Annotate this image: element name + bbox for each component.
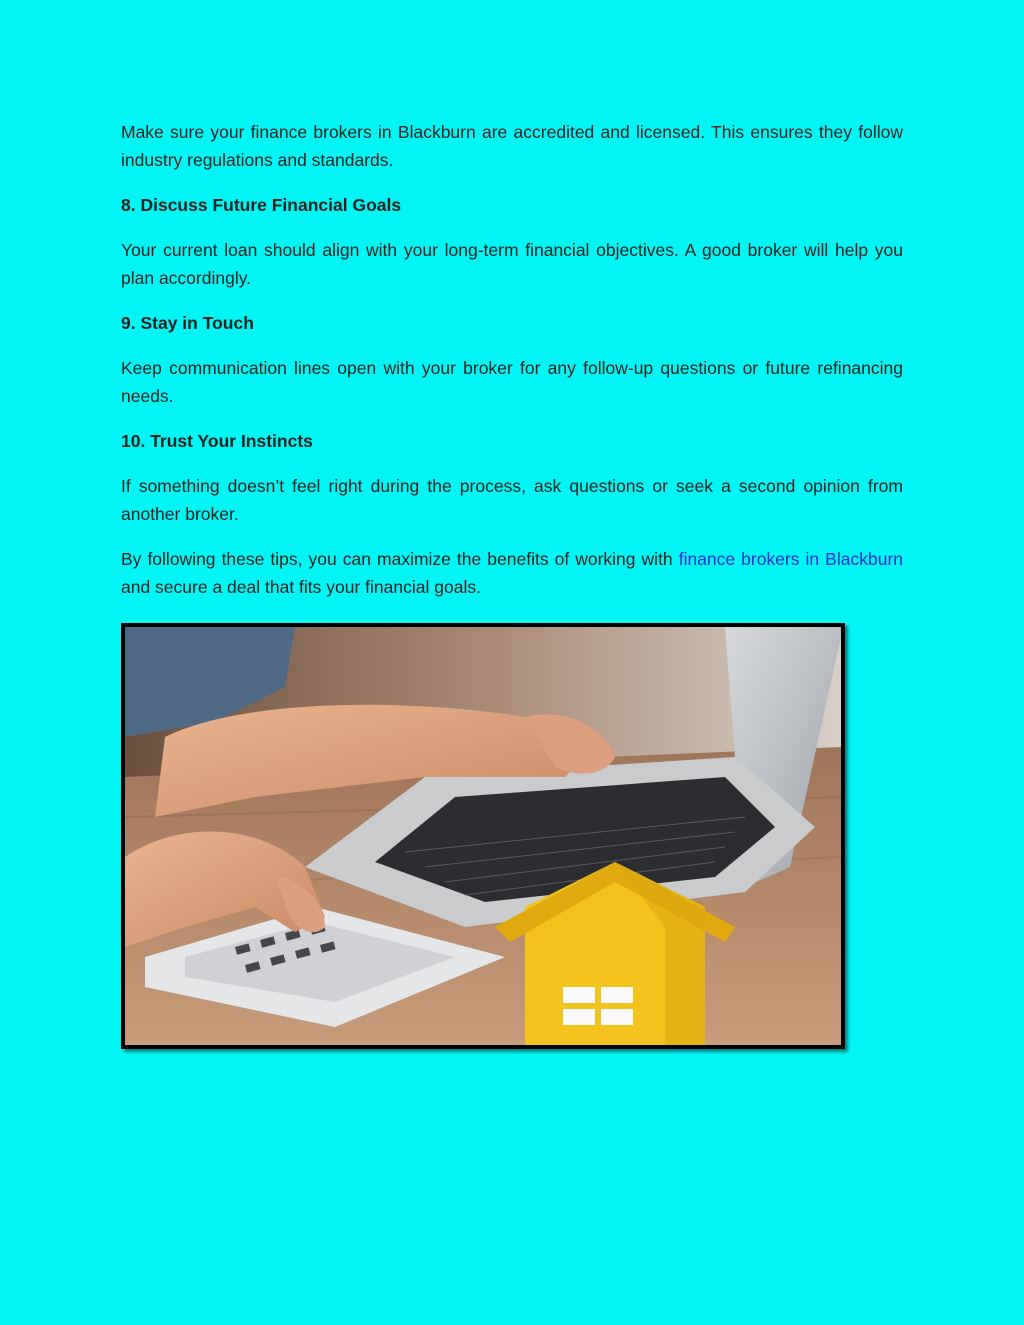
heading-stay-in-touch: 9. Stay in Touch [121,313,254,333]
paragraph-closing [121,545,903,601]
heading-discuss-goals: 8. Discuss Future Financial Goals [121,195,402,215]
photo-illustration [125,627,841,1045]
finance-brokers-link[interactable]: finance brokers in Blackburn [678,549,904,569]
paragraph-discuss-goals: Your current loan should align with your long-term financial objectives. A good broker will help you plan accordingly. [121,240,903,288]
paragraph-stay-in-touch: Keep communication lines open with your broker for any follow-up questions or future refinancing needs. [121,358,903,406]
heading-trust-instincts: 10. Trust Your Instincts [121,431,313,451]
closing-text-end: and secure a deal that fits your financial goals. [121,577,481,597]
paragraph-accredited: Make sure your finance brokers in Blackburn are accredited and licensed. This ensures they follow industry regulations and standards. [121,122,903,170]
article-body [121,118,903,618]
closing-text-start: By following these tips, you can maximize the benefits of working with [121,549,679,569]
article-photo [121,623,845,1049]
paragraph-trust-instincts: If something doesn’t feel right during the process, ask questions or seek a second opinion from another broker. [121,476,903,524]
